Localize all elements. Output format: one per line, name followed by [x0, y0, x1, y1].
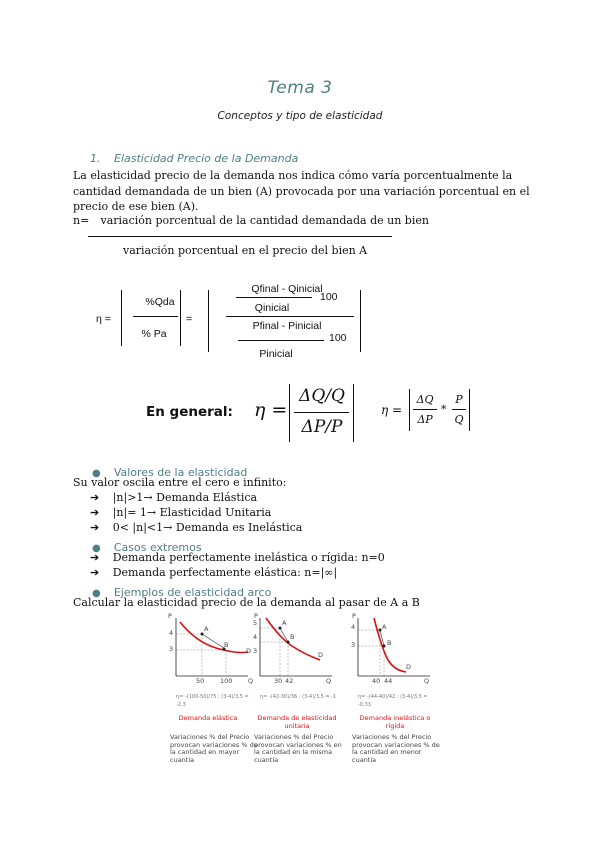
y-axis-label: P: [352, 612, 356, 620]
bullet-dot-icon: ●: [92, 468, 101, 479]
frac-line-q: [236, 297, 312, 298]
arc-intro: Calcular la elasticidad precio de la demanda al pasar de A a B: [73, 596, 420, 609]
abs-bar-right-2: [360, 290, 361, 352]
n-symbol: n=: [73, 214, 90, 227]
figure-elastic: [168, 612, 258, 762]
x-axis-label: Q: [424, 677, 430, 685]
hundred-bottom: 100: [329, 332, 347, 344]
point-a-label: A: [382, 623, 387, 631]
page-subtitle: Conceptos y tipo de elasticidad: [217, 110, 383, 122]
point-b-label: B: [387, 639, 392, 647]
elastic-demand-graph: [168, 612, 258, 692]
point-a-label: A: [204, 625, 209, 633]
figure-note: Variaciones % del Precio provocan variaciones % en la cantidad en la misma cuantía: [254, 733, 342, 764]
bullet-arc-label: Ejemplos de elasticidad arco: [113, 586, 272, 599]
n-definition: [73, 214, 429, 227]
hundred-top: 100: [320, 291, 338, 303]
y-axis-label: P: [254, 612, 258, 620]
bullet-extremes-label: Casos extremos: [113, 541, 202, 554]
arrow-right-icon: ➔: [90, 566, 100, 579]
x-tick: 100: [220, 677, 233, 685]
small-frac-line-a: [413, 409, 437, 410]
y-tick: 4: [351, 623, 356, 631]
bullet-dot-icon: ●: [92, 543, 101, 554]
value-item-text: 0< |n|<1→ Demanda es Inelástica: [112, 521, 303, 534]
small-num-b: P: [455, 393, 463, 406]
big-frac-line: [294, 412, 349, 413]
p-inicial: Pinicial: [259, 348, 293, 360]
value-item: [90, 491, 257, 504]
point-a-label: A: [282, 619, 287, 627]
figure-caption: Demanda elástica: [178, 714, 238, 722]
y-axis-label: P: [168, 612, 172, 620]
arrow-right-icon: ➔: [90, 491, 100, 504]
small-eta: η =: [381, 403, 403, 417]
extreme-item-text: Demanda perfectamente elástica: n=|∞|: [112, 566, 338, 579]
small-abs-left: [409, 389, 410, 431]
q-diff: Qfinal - Qinicial: [251, 283, 323, 295]
x-tick: 50: [196, 677, 205, 685]
figure-formula: η= -(42-30)/36 : (3-4)/3,5 = -1: [260, 694, 337, 700]
big-abs-right: [353, 384, 354, 442]
extreme-item-text: Demanda perfectamente inelástica o rígida: n=0: [112, 551, 385, 564]
x-axis-label: Q: [326, 677, 332, 685]
y-tick: 3: [253, 647, 258, 655]
frac-line-p: [238, 340, 324, 341]
section-heading: [90, 152, 298, 165]
figure-note: Variaciones % del Precio provocan variaciones % de la cantidad en mayor cuantía: [170, 733, 258, 764]
small-frac-line-b: [452, 409, 466, 410]
frac-line-a: [133, 316, 178, 317]
x-tick: 30: [274, 677, 283, 685]
pct-qda: %Qda: [145, 296, 175, 308]
en-general-label: En general:: [146, 404, 233, 420]
figure-formula: η= -(44-40)/42 : (3-4)/3,5 = -0,33: [358, 694, 428, 708]
x-axis-label: Q: [248, 677, 254, 685]
y-tick: 5: [253, 619, 258, 627]
value-item: [90, 521, 302, 534]
y-tick: 3: [351, 641, 356, 649]
n-fraction-line: [88, 236, 392, 237]
curve-label: D: [318, 651, 324, 659]
value-item-text: |n|>1→ Demanda Elástica: [112, 491, 258, 504]
n-numerator: variación porcentual de la cantidad demandada de un bien: [100, 214, 429, 227]
bullet-dot-icon: ●: [92, 588, 101, 599]
arrow-right-icon: ➔: [90, 521, 100, 534]
figure-caption: Demanda inelástica o rígida: [359, 714, 431, 730]
arrow-right-icon: ➔: [90, 506, 100, 519]
curve-label: D: [246, 647, 252, 655]
value-item: [90, 506, 271, 519]
x-tick: 42: [285, 677, 294, 685]
y-tick: 3: [169, 645, 174, 653]
section-label: Elasticidad Precio de la Demanda: [114, 152, 299, 165]
small-den-a: ΔP: [417, 413, 433, 426]
abs-bar-right: [180, 290, 181, 346]
big-denominator: ΔP/P: [301, 417, 343, 437]
pct-pa: % Pa: [141, 328, 167, 340]
figure-note: Variaciones % del Precio provocan variaciones % de la cantidad en menor cuantía: [352, 733, 440, 764]
value-item-text: |n|= 1→ Elasticidad Unitaria: [112, 506, 272, 519]
values-intro: Su valor oscila entre el cero e infinito:: [73, 476, 287, 489]
bullet-values-label: Valores de la elasticidad: [113, 466, 248, 479]
big-abs-left: [289, 384, 290, 442]
figure-formula: η= -(100-50)/75 : (3-4)/3,5 = -2,3: [176, 694, 249, 708]
abs-bar-left: [121, 290, 122, 346]
section-number: 1.: [90, 152, 101, 165]
small-abs-right: [469, 389, 470, 431]
extreme-item: [90, 551, 385, 564]
small-num-a: ΔQ: [416, 393, 434, 406]
big-numerator: ΔQ/Q: [299, 386, 345, 406]
q-inicial: Qinicial: [254, 302, 290, 314]
intro-paragraph: La elasticidad precio de la demanda nos indica cómo varía porcentualmente la cantidad demandada de un bien (A) provocada por una variación porcentual en el precio de ese bien (A).: [73, 169, 530, 213]
frac-line-main: [226, 316, 354, 317]
arrow-right-icon: ➔: [90, 551, 100, 564]
times-sign: *: [441, 403, 447, 416]
point-b-label: B: [224, 641, 229, 649]
abs-bar-left-2: [208, 290, 209, 352]
x-tick: 40: [372, 677, 381, 685]
p-diff: Pfinal - Pinicial: [252, 320, 322, 332]
y-tick: 4: [169, 629, 174, 637]
formula1-eta: η =: [96, 313, 111, 325]
small-den-b: Q: [454, 413, 464, 426]
figure-inelastic: [350, 612, 440, 762]
n-denominator: variación porcentual en el precio del bien A: [123, 244, 368, 257]
figure-unitary: [252, 612, 342, 762]
curve-label: D: [406, 663, 412, 671]
point-b-label: B: [290, 633, 295, 641]
y-tick: 4: [253, 633, 258, 641]
formula1-equals: =: [186, 313, 193, 325]
extreme-item: [90, 566, 337, 579]
figure-caption: Demanda de elasticidad unitaria: [257, 714, 337, 730]
big-eta: η =: [254, 399, 288, 421]
x-tick: 44: [384, 677, 393, 685]
page-title: Tema 3: [267, 78, 333, 98]
